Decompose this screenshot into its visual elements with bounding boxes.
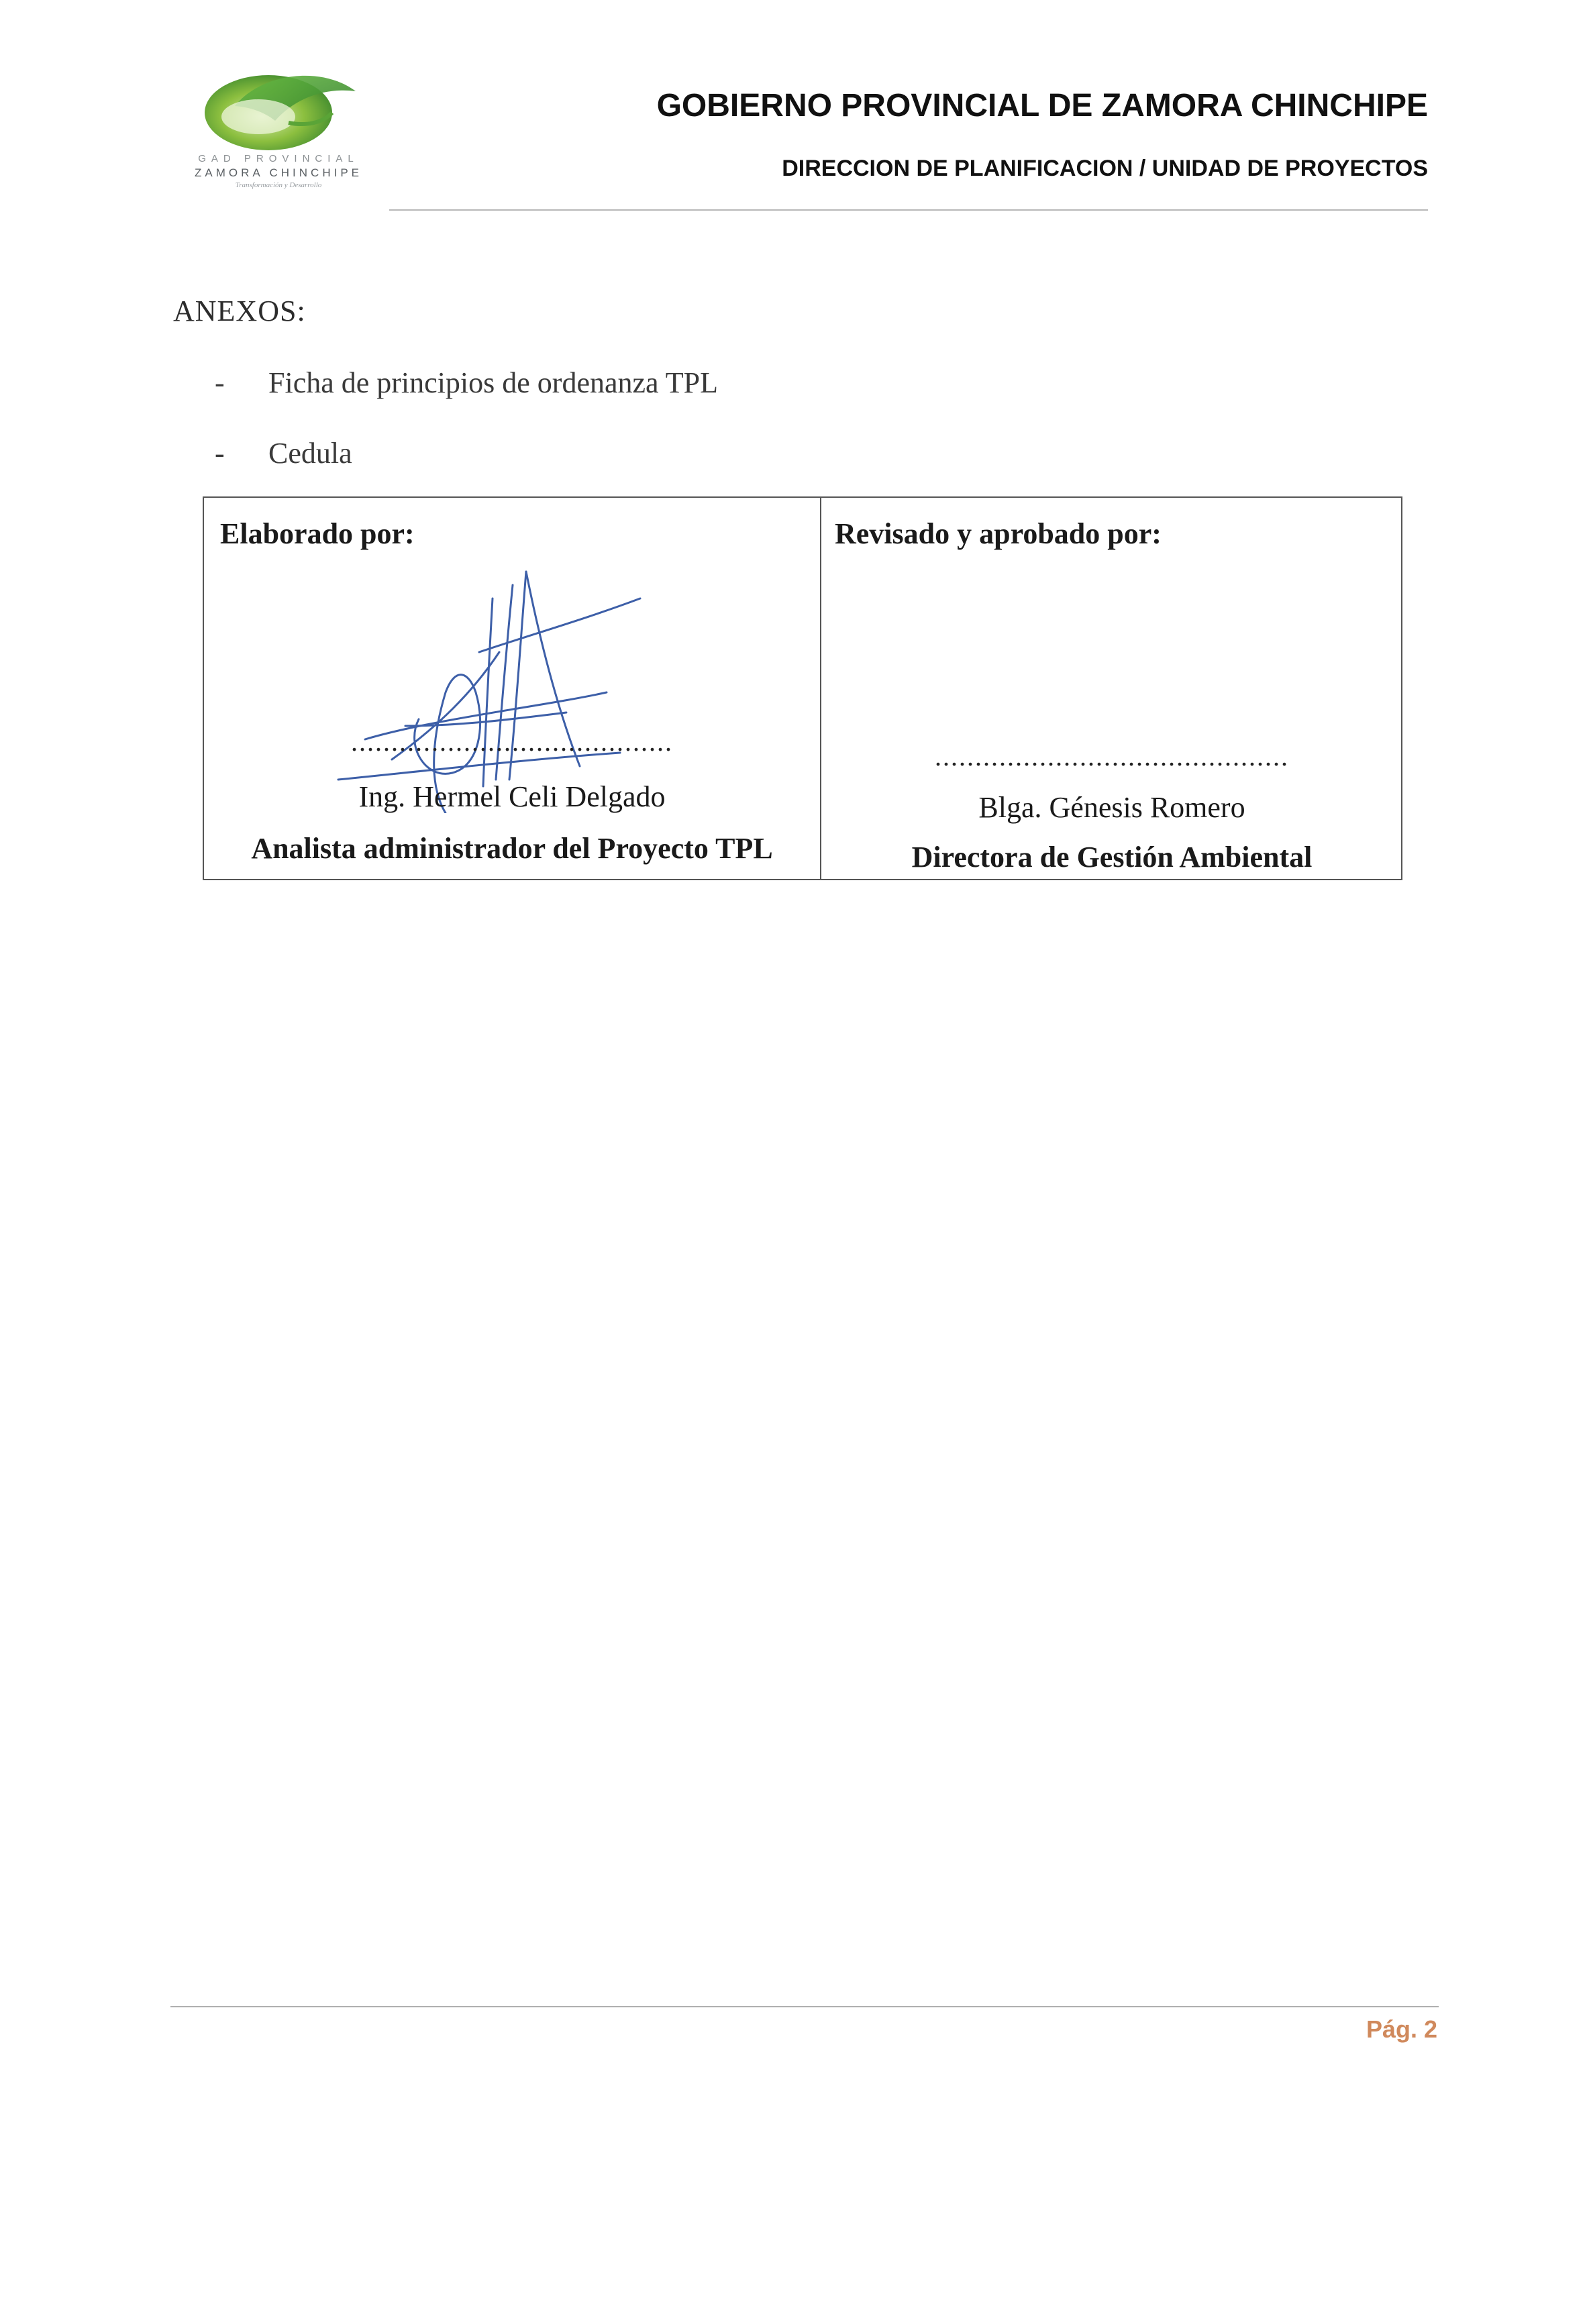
prepared-by-signature-line: ........................................ — [351, 727, 673, 757]
prepared-by-name: Ing. Hermel Celi Delgado — [358, 780, 666, 813]
logo-tagline: Transformación y Desarrollo — [235, 181, 322, 189]
logo-line-2: ZAMORA CHINCHIPE — [194, 166, 363, 179]
header-subtitle: DIRECCION DE PLANIFICACION / UNIDAD DE PROYECTOS — [782, 156, 1428, 181]
approved-by-heading: Revisado y aprobado por: — [835, 517, 1162, 550]
annex-item-label: Ficha de principios de ordenanza TPL — [268, 366, 718, 399]
annex-bullet: - — [215, 366, 225, 399]
annexes-heading: ANEXOS: — [173, 295, 306, 327]
prepared-by-cell — [204, 498, 820, 879]
approved-by-signature-line: ............................................ — [935, 741, 1289, 772]
approved-by-name: Blga. Génesis Romero — [978, 791, 1245, 824]
signature-table — [203, 496, 1402, 880]
logo-line-1: GAD PROVINCIAL — [198, 153, 359, 164]
header-title: GOBIERNO PROVINCIAL DE ZAMORA CHINCHIPE — [656, 88, 1428, 123]
leaf-logo-icon — [188, 59, 369, 153]
organization-logo — [161, 59, 396, 220]
footer-divider — [170, 2006, 1439, 2007]
prepared-by-heading: Elaborado por: — [220, 517, 415, 550]
annex-item-label: Cedula — [268, 437, 352, 470]
approved-by-role: Directora de Gestión Ambiental — [911, 841, 1313, 874]
prepared-by-role: Analista administrador del Proyecto TPL — [251, 832, 773, 865]
page-number: Pág. 2 — [1366, 2015, 1437, 2043]
header-divider — [389, 209, 1428, 211]
approved-by-cell — [821, 498, 1402, 879]
handwritten-signature-icon — [325, 558, 701, 813]
annex-bullet: - — [215, 437, 225, 470]
annex-item — [215, 436, 352, 470]
annex-item — [215, 366, 718, 400]
